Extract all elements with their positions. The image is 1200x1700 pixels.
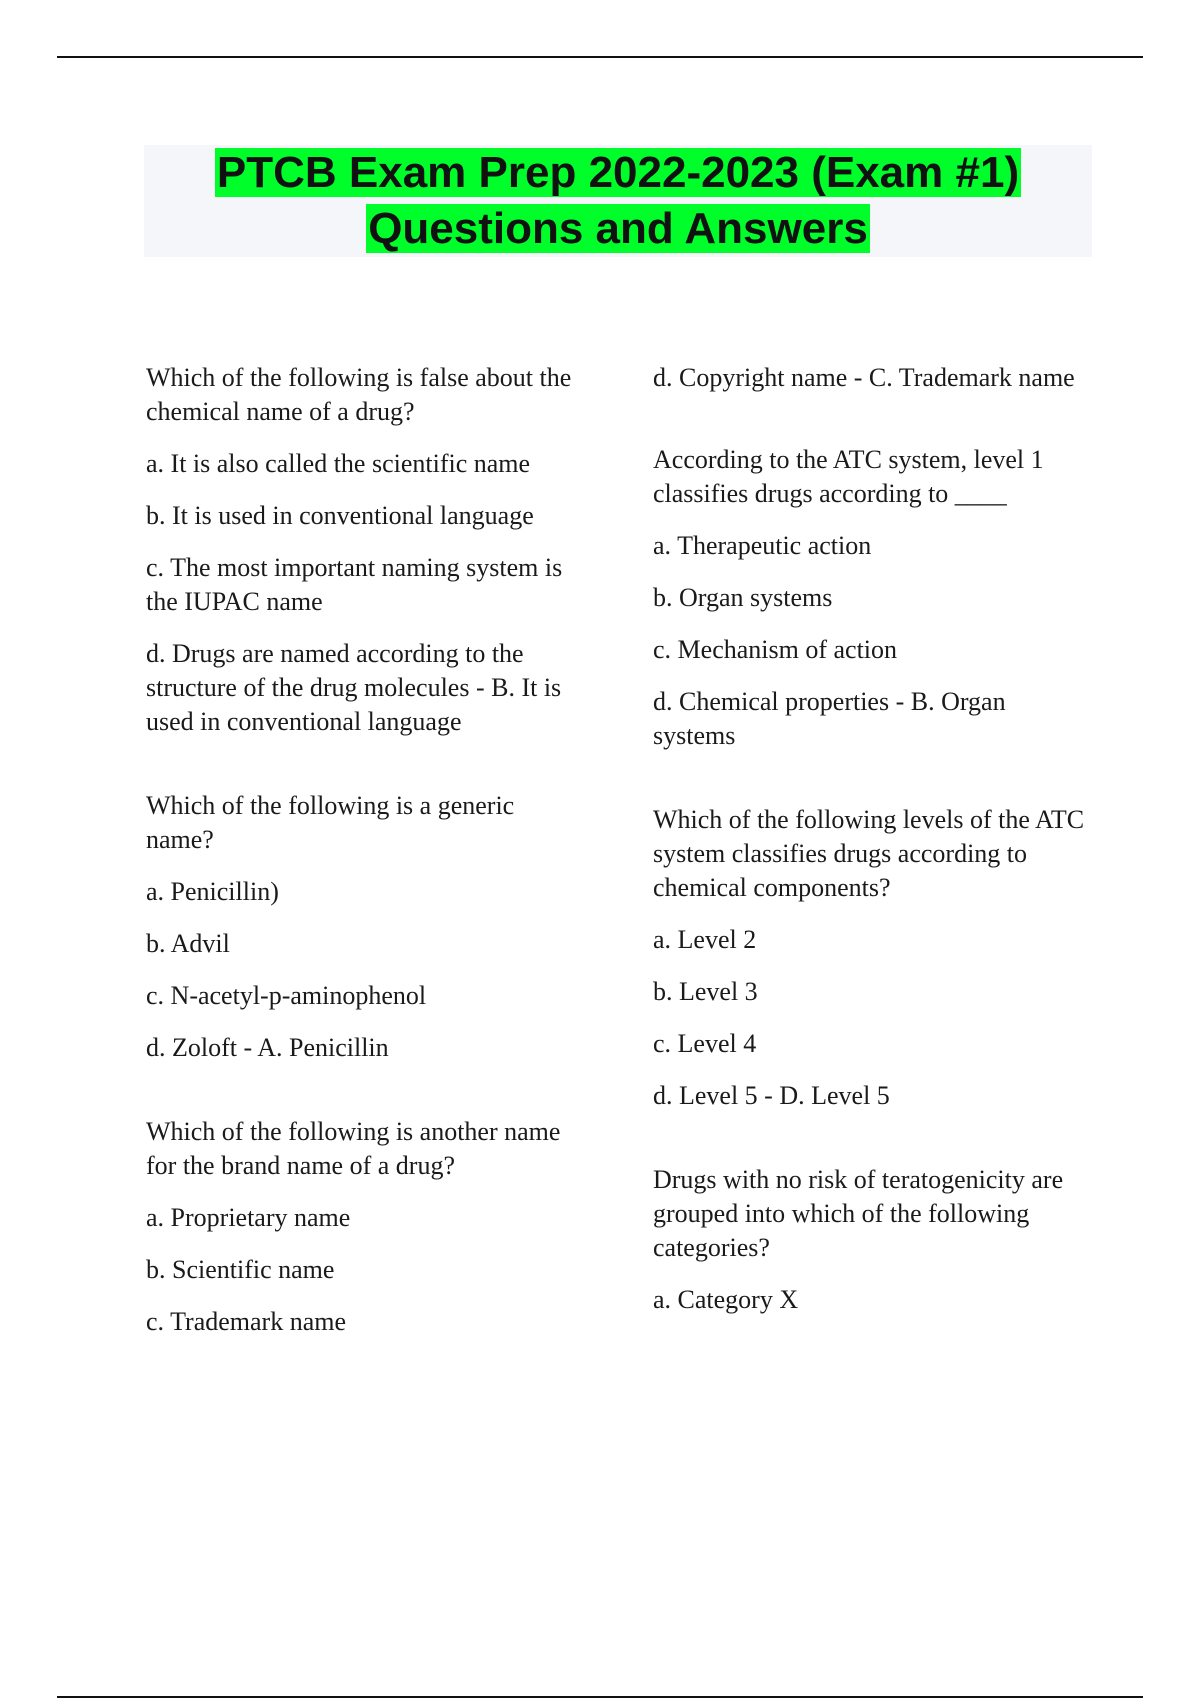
answer-option: c. N-acetyl-p-aminophenol xyxy=(146,981,427,1010)
answer-option: c. Mechanism of action xyxy=(653,635,898,664)
document-title xyxy=(144,145,1092,257)
question-text: Which of the following is another name for the brand name of a drug? xyxy=(146,1117,561,1180)
answer-option: b. Scientific name xyxy=(146,1255,335,1284)
question-block xyxy=(146,789,586,1065)
answer-option: a. Proprietary name xyxy=(146,1203,351,1232)
question-text: Which of the following levels of the ATC system classifies drugs according to chemical components? xyxy=(653,805,1085,902)
title-line-2: Questions and Answers xyxy=(368,204,868,253)
answer-option: d. Zoloft - A. Penicillin xyxy=(146,1033,389,1062)
answer-option: d. Drugs are named according to the structure of the drug molecules - B. It is used in conventional language xyxy=(146,639,562,736)
question-text: Drugs with no risk of teratogenicity are grouped into which of the following categories? xyxy=(653,1165,1064,1262)
question-text: Which of the following is false about the chemical name of a drug? xyxy=(146,363,572,426)
question-text: Which of the following is a generic name? xyxy=(146,791,515,854)
answer-option: d. Chemical properties - B. Organ systems xyxy=(653,687,1006,750)
answer-option: a. Level 2 xyxy=(653,925,757,954)
answer-option: c. The most important naming system is the IUPAC name xyxy=(146,553,563,616)
top-rule xyxy=(57,56,1143,58)
answer-option: b. Organ systems xyxy=(653,583,833,612)
question-text: According to the ATC system, level 1 classifies drugs according to ____ xyxy=(653,445,1044,508)
answer-option: a. Penicillin) xyxy=(146,877,279,906)
answer-option: c. Trademark name xyxy=(146,1307,347,1336)
answer-option: b. Level 3 xyxy=(653,977,758,1006)
question-block xyxy=(653,443,1093,753)
question-continuation xyxy=(653,361,1093,395)
answer-option: c. Level 4 xyxy=(653,1029,757,1058)
question-block xyxy=(146,361,586,739)
answer-option: a. Therapeutic action xyxy=(653,531,872,560)
title-line-1: PTCB Exam Prep 2022-2023 (Exam #1) xyxy=(216,148,1020,197)
question-block xyxy=(146,1115,586,1339)
question-block xyxy=(653,803,1093,1113)
right-column xyxy=(653,361,1093,1367)
answer-option: a. It is also called the scientific name xyxy=(146,449,531,478)
question-block xyxy=(653,1163,1093,1317)
answer-option: d. Level 5 - D. Level 5 xyxy=(653,1081,890,1110)
answer-option: b. Advil xyxy=(146,929,230,958)
bottom-rule xyxy=(57,1696,1143,1698)
answer-option: b. It is used in conventional language xyxy=(146,501,534,530)
answer-option: a. Category X xyxy=(653,1285,799,1314)
left-column xyxy=(146,361,586,1389)
answer-option: d. Copyright name - C. Trademark name xyxy=(653,363,1075,392)
